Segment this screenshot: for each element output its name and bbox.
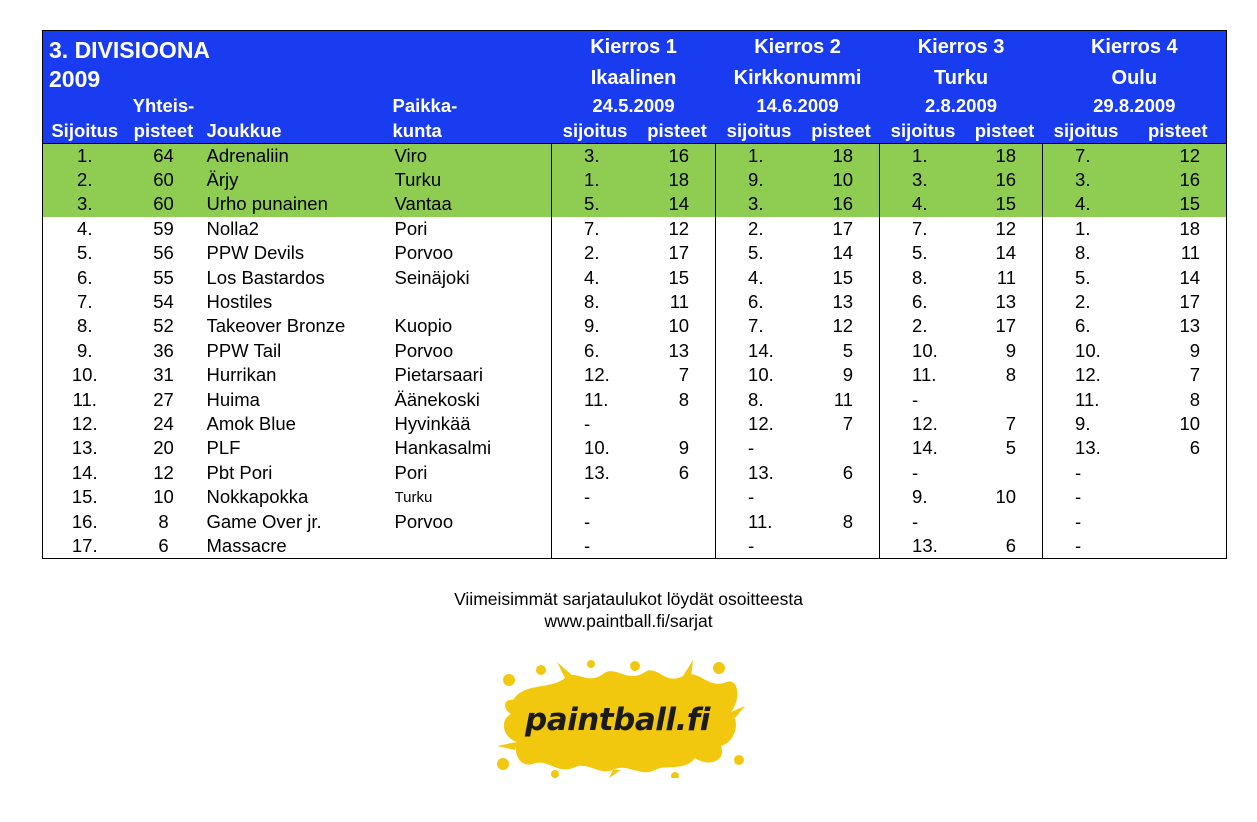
round-3-position-cell: 1. [912,144,928,166]
round-2-position-cell: 3. [748,193,764,215]
total-points-cell: 59 [153,217,174,239]
team-name-cell: Huima [206,388,260,410]
round-4-points-cell: 14 [1179,266,1201,288]
rank-cell: 10. [71,364,98,386]
team-name-cell: Hostiles [206,291,273,313]
logo-text: paintball.fi [525,702,710,738]
round-3-place: Turku [880,64,1043,93]
team-name-cell: Adrenaliin [206,144,289,166]
table-row [43,412,1227,436]
round-1-date: 24.5.2009 [552,93,716,118]
team-name-cell: Massacre [206,534,287,556]
round-4-points-cell: 13 [1179,315,1201,337]
round-2-position-cell: 14. [748,339,774,361]
team-name-cell: Pbt Pori [206,461,273,483]
rank-cell: 1. [77,144,93,166]
round-3-points-cell: 14 [967,241,1043,265]
round-3-date: 2.8.2009 [880,93,1043,118]
total-header: pisteet [127,118,201,144]
round-1-points-cell: 15 [639,265,716,289]
round-4-position-cell: - [1075,510,1082,532]
round-4-position-cell: 10. [1075,339,1101,361]
table-row [43,144,1227,168]
round-1-points-cell: 17 [639,241,716,265]
round-3-points-cell: 18 [967,144,1043,168]
table-row [43,290,1227,314]
total-points-cell: 54 [153,291,174,313]
round-1-place: Ikaalinen [552,64,716,93]
round-4-points-cell [1130,461,1227,485]
round-3-points-cell [967,461,1043,485]
team-name-cell: Takeover Bronze [206,315,346,337]
round-4-pos-header: sijoitus [1043,118,1130,144]
city-cell: Pori [393,217,552,241]
team-name-cell: Nolla2 [206,217,259,239]
round-2-position-cell: 9. [748,169,764,191]
round-1-points-cell [639,534,716,558]
round-3-points-cell: 7 [967,412,1043,436]
round-1-points-cell: 9 [639,436,716,460]
rank-cell: 2. [77,169,93,191]
round-3-points-cell: 13 [967,290,1043,314]
round-4-position-cell: 3. [1075,169,1091,191]
round-3-points-cell [967,509,1043,533]
table-row [43,314,1227,338]
rank-cell: 9. [77,339,93,361]
round-1-position-cell: 4. [584,266,600,288]
round-4-points-cell: 12 [1179,144,1201,166]
round-1-points-cell: 8 [639,387,716,411]
footer-line-1: Viimeisimmät sarjataulukot löydät osoitteesta [454,589,803,609]
round-1-position-cell: 6. [584,339,600,361]
round-4-position-cell: 11. [1075,388,1100,410]
rank-cell: 6. [77,266,93,288]
team-name-cell: Hurrikan [206,364,277,386]
round-1-position-cell: 5. [584,193,600,215]
round-1-pos-header: sijoitus [552,118,639,144]
round-2-position-cell: 8. [748,388,764,410]
round-2-title: Kierros 2 [716,31,880,65]
table-row [43,168,1227,192]
round-3-points-cell [967,387,1043,411]
team-name-cell: Ärjy [206,169,239,191]
round-2-position-cell: 10. [748,364,774,386]
round-4-points-cell: 10 [1179,412,1201,434]
city-cell: Vantaa [393,192,552,216]
round-3-points-cell: 9 [967,339,1043,363]
rank-cell: 11. [72,388,97,410]
round-1-points-cell: 11 [639,290,716,314]
round-2-points-cell: 7 [803,412,880,436]
round-3-position-cell: 6. [912,291,928,313]
round-2-points-cell: 12 [803,314,880,338]
rank-cell: 17. [71,534,98,556]
division-title: 3. DIVISIOONA [43,31,552,65]
round-2-points-cell: 16 [803,192,880,216]
city-cell: Porvoo [393,339,552,363]
table-row [43,509,1227,533]
round-3-position-cell: 5. [912,242,928,264]
total-points-cell: 60 [153,193,174,215]
round-4-points-cell: 9 [1189,339,1201,361]
table-row [43,534,1227,558]
round-2-position-cell: 11. [748,510,773,532]
rank-header: Sijoitus [43,118,127,144]
table-row [43,387,1227,411]
rank-cell: 14. [71,461,98,483]
city-cell: Turku [393,168,552,192]
round-4-position-cell: 5. [1075,266,1091,288]
city-cell: Seinäjoki [393,265,552,289]
rank-cell: 16. [71,510,98,532]
round-1-points-cell: 13 [639,339,716,363]
round-2-points-cell: 9 [803,363,880,387]
round-1-points-cell: 18 [639,168,716,192]
round-4-position-cell: 7. [1075,144,1091,166]
city-cell: Pori [393,461,552,485]
round-1-position-cell: 8. [584,291,600,313]
city-cell: Porvoo [393,241,552,265]
round-3-points-cell: 10 [967,485,1043,509]
round-3-position-cell: 7. [912,217,928,239]
round-3-position-cell: 4. [912,193,928,215]
round-2-points-cell: 6 [803,461,880,485]
round-2-position-cell: 7. [748,315,764,337]
footer-note [0,588,1257,632]
rank-cell: 8. [77,315,93,337]
team-name-cell: PPW Tail [206,339,282,361]
round-3-position-cell: 8. [912,266,928,288]
round-1-pts-header: pisteet [639,118,716,144]
round-4-points-cell: 6 [1189,437,1201,459]
round-2-position-cell: 6. [748,291,764,313]
rank-cell: 12. [71,412,98,434]
total-points-cell: 56 [153,242,174,264]
round-1-points-cell: 12 [639,217,716,241]
city-cell: Porvoo [393,509,552,533]
round-1-position-cell: 3. [584,144,600,166]
round-3-points-cell: 8 [967,363,1043,387]
round-3-position-cell: 2. [912,315,928,337]
standings-table [42,30,1227,559]
total-points-cell: 52 [153,315,174,337]
round-4-points-cell: 16 [1179,169,1201,191]
city-cell: Turku [393,485,552,509]
round-3-position-cell: 9. [912,486,928,508]
round-4-title: Kierros 4 [1043,31,1227,65]
round-2-pos-header: sijoitus [716,118,803,144]
rank-cell: 7. [77,291,93,313]
round-2-points-cell [803,534,880,558]
round-3-points-cell: 16 [967,168,1043,192]
team-name-cell: Urho punainen [206,193,328,215]
city-cell: Kuopio [393,314,552,338]
round-1-points-cell: 7 [639,363,716,387]
table-row [43,217,1227,241]
round-3-points-cell: 5 [967,436,1043,460]
team-name-cell: Los Bastardos [206,266,325,288]
round-2-position-cell: 1. [748,144,764,166]
round-4-points-cell: 8 [1189,388,1201,410]
total-points-cell: 8 [158,510,169,532]
footer-link[interactable]: www.paintball.fi/sarjat [544,611,713,631]
total-points-cell: 10 [153,486,174,508]
total-points-cell: 20 [153,437,174,459]
round-1-position-cell: 2. [584,242,600,264]
round-4-points-cell [1130,509,1227,533]
team-name-cell: Game Over jr. [206,510,322,532]
round-2-pts-header: pisteet [803,118,880,144]
team-name-cell: Nokkapokka [206,486,309,508]
rank-cell: 4. [77,217,93,239]
total-points-cell: 60 [153,169,174,191]
round-4-pts-header: pisteet [1130,118,1227,144]
round-1-points-cell: 10 [639,314,716,338]
round-1-position-cell: 9. [584,315,600,337]
team-name-cell: PLF [206,437,241,459]
rank-cell: 3. [77,193,93,215]
round-3-points-cell: 15 [967,192,1043,216]
round-2-points-cell [803,485,880,509]
round-4-position-cell: - [1075,461,1082,483]
rank-cell: 15. [71,486,98,508]
round-1-points-cell [639,485,716,509]
round-1-points-cell: 6 [639,461,716,485]
round-3-position-cell: 11. [912,364,937,386]
round-4-position-cell: 1. [1075,217,1091,239]
round-2-points-cell: 10 [803,168,880,192]
round-1-position-cell: 12. [584,364,610,386]
round-2-position-cell: - [748,486,755,508]
round-2-points-cell: 14 [803,241,880,265]
table-row [43,436,1227,460]
city-cell: Pietarsaari [393,363,552,387]
round-3-points-cell: 6 [967,534,1043,558]
total-header-top: Yhteis- [127,93,201,118]
total-points-cell: 55 [153,266,174,288]
city-cell [393,534,552,558]
city-cell [393,290,552,314]
round-2-position-cell: 2. [748,217,764,239]
round-4-position-cell: - [1075,486,1082,508]
table-row [43,339,1227,363]
round-4-points-cell [1130,534,1227,558]
round-3-position-cell: 13. [912,534,938,556]
round-1-position-cell: 1. [584,169,600,191]
total-points-cell: 6 [158,534,169,556]
round-3-points-cell: 11 [967,265,1043,289]
round-1-title: Kierros 1 [552,31,716,65]
city-cell: Viro [393,144,552,168]
round-2-points-cell [803,436,880,460]
round-4-position-cell: 4. [1075,193,1091,215]
round-1-position-cell: - [584,412,591,434]
round-4-position-cell: 6. [1075,315,1091,337]
round-4-points-cell: 18 [1179,217,1201,239]
round-1-points-cell: 14 [639,192,716,216]
round-4-position-cell: 8. [1075,242,1091,264]
table-row [43,485,1227,509]
total-points-cell: 31 [153,364,174,386]
table-row [43,363,1227,387]
table-header [43,31,1227,144]
round-4-date: 29.8.2009 [1043,93,1227,118]
round-4-position-cell: 2. [1075,291,1091,313]
round-3-pos-header: sijoitus [880,118,967,144]
round-2-points-cell: 13 [803,290,880,314]
season-year: 2009 [43,64,552,93]
total-points-cell: 64 [153,144,174,166]
round-2-points-cell: 11 [803,387,880,411]
round-1-points-cell [639,509,716,533]
round-3-points-cell: 12 [967,217,1043,241]
team-header: Joukkue [201,118,393,144]
city-cell: Hyvinkää [393,412,552,436]
total-points-cell: 24 [153,412,174,434]
round-4-position-cell: 12. [1075,364,1101,386]
round-2-date: 14.6.2009 [716,93,880,118]
round-4-position-cell: - [1075,534,1082,556]
round-1-position-cell: 10. [584,437,610,459]
round-2-points-cell: 18 [803,144,880,168]
table-row [43,192,1227,216]
round-3-title: Kierros 3 [880,31,1043,65]
round-4-points-cell [1130,485,1227,509]
table-row [43,241,1227,265]
paintball-logo[interactable] [495,660,745,778]
round-3-position-cell: 10. [912,339,938,361]
round-4-points-cell: 11 [1180,242,1201,264]
round-3-position-cell: 14. [912,437,938,459]
round-1-position-cell: 7. [584,217,600,239]
total-points-cell: 27 [153,388,174,410]
city-cell: Äänekoski [393,387,552,411]
round-4-points-cell: 15 [1179,193,1201,215]
total-points-cell: 12 [153,461,174,483]
rank-cell: 13. [71,437,98,459]
round-2-position-cell: 12. [748,412,774,434]
city-cell: Hankasalmi [393,436,552,460]
round-2-position-cell: 4. [748,266,764,288]
round-4-place: Oulu [1043,64,1227,93]
round-3-points-cell: 17 [967,314,1043,338]
round-3-position-cell: - [912,388,919,410]
round-1-position-cell: - [584,510,591,532]
total-points-cell: 36 [153,339,174,361]
rank-cell: 5. [77,242,93,264]
team-name-cell: Amok Blue [206,412,296,434]
round-2-points-cell: 15 [803,265,880,289]
round-3-pts-header: pisteet [967,118,1043,144]
round-2-place: Kirkkonummi [716,64,880,93]
round-3-position-cell: - [912,461,919,483]
city-header: kunta [393,118,552,144]
round-3-position-cell: 12. [912,412,938,434]
table-row [43,461,1227,485]
round-1-position-cell: 13. [584,461,610,483]
round-2-position-cell: 5. [748,242,764,264]
standings-body [43,144,1227,559]
round-2-points-cell: 5 [803,339,880,363]
round-2-position-cell: 13. [748,461,774,483]
round-2-position-cell: - [748,534,755,556]
round-2-points-cell: 8 [803,509,880,533]
round-1-points-cell: 16 [639,144,716,168]
round-4-position-cell: 9. [1075,412,1091,434]
round-1-position-cell: 11. [584,388,609,410]
city-header-top: Paikka- [393,93,552,118]
round-1-position-cell: - [584,534,591,556]
round-2-position-cell: - [748,437,755,459]
round-4-position-cell: 13. [1075,437,1101,459]
round-1-points-cell [639,412,716,436]
round-4-points-cell: 17 [1179,291,1201,313]
team-name-cell: PPW Devils [206,242,305,264]
round-3-position-cell: 3. [912,169,928,191]
round-4-points-cell: 7 [1189,364,1201,386]
round-2-points-cell: 17 [803,217,880,241]
table-row [43,265,1227,289]
round-1-position-cell: - [584,486,591,508]
round-3-position-cell: - [912,510,919,532]
